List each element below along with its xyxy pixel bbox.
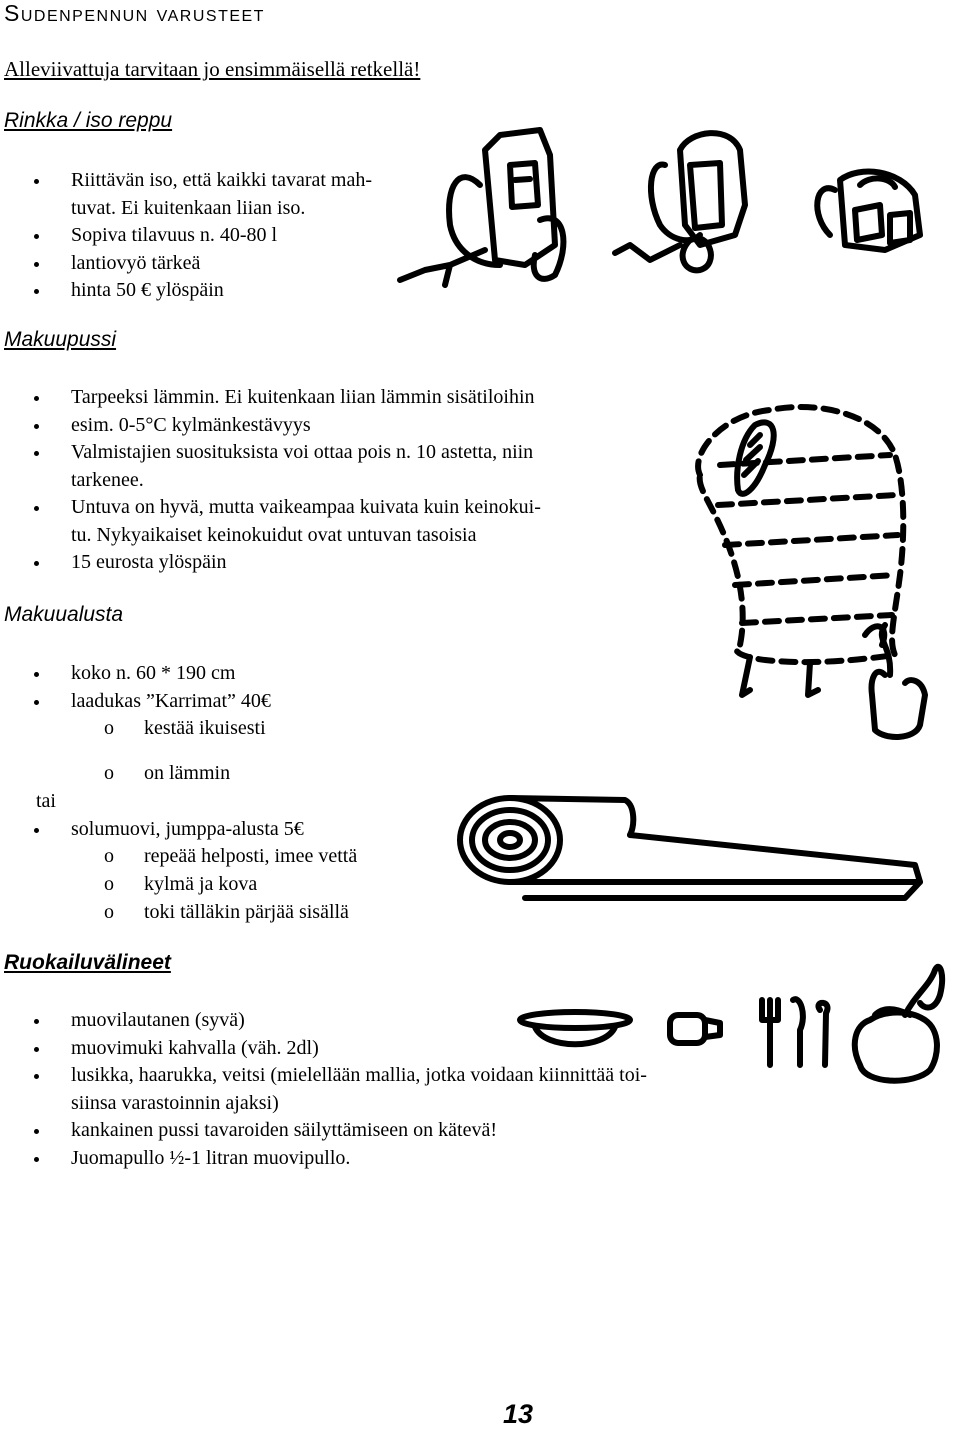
sub-marker: o bbox=[104, 845, 114, 867]
sleeping-mat-illustration bbox=[450, 790, 930, 905]
list-item: 15 eurosta ylöspäin bbox=[0, 549, 541, 577]
list-makuupussi bbox=[0, 384, 541, 577]
heading-rinkka: Rinkka / iso reppu bbox=[4, 109, 173, 132]
sub-item bbox=[104, 870, 257, 898]
eating-utensils-illustration bbox=[515, 955, 950, 1105]
list-item: koko n. 60 * 190 cm bbox=[0, 660, 271, 688]
list-rinkka bbox=[0, 167, 372, 305]
backpack-illustrations bbox=[390, 125, 950, 305]
list-makuualusta bbox=[0, 660, 271, 715]
list-item: kankainen pussi tavaroiden säilyttämiseen on kätevä! bbox=[0, 1117, 647, 1145]
sub-item-text: kylmä ja kova bbox=[144, 873, 258, 895]
sleeping-bag-illustration bbox=[660, 395, 950, 750]
sub-item bbox=[104, 898, 349, 926]
list-item: Untuva on hyvä, mutta vaikeampaa kuivata kuin keinokui- bbox=[0, 494, 541, 522]
sub-item-text: on lämmin bbox=[144, 762, 231, 784]
list-item: hinta 50 € ylöspäin bbox=[0, 277, 372, 305]
list-item: lusikka, haarukka, veitsi (mielellään mallia, jotka voidaan kiinnittää toi- bbox=[0, 1062, 647, 1090]
page-number: 13 bbox=[503, 1399, 534, 1429]
sub-item bbox=[104, 842, 357, 870]
sub-marker: o bbox=[104, 873, 114, 895]
sub-marker: o bbox=[104, 901, 114, 923]
heading-makuualusta: Makuualusta bbox=[4, 603, 124, 626]
list-item: laadukas ”Karrimat” 40€ bbox=[0, 688, 271, 716]
list-item: Valmistajien suosituksista voi ottaa pois n. 10 astetta, niin bbox=[0, 439, 541, 467]
sub-item bbox=[104, 714, 266, 742]
sub-item-text: kestää ikuisesti bbox=[144, 717, 266, 739]
list-makuualusta-2 bbox=[0, 816, 304, 844]
list-item: esim. 0-5°C kylmänkestävyys bbox=[0, 412, 541, 440]
list-item: lantiovyö tärkeä bbox=[0, 250, 372, 278]
list-item: solumuovi, jumppa-alusta 5€ bbox=[0, 816, 304, 844]
list-item-continuation: tarkenee. bbox=[71, 468, 144, 491]
list-item-continuation: siinsa varastoinnin ajaksi) bbox=[71, 1091, 279, 1114]
sub-item-text: toki tälläkin pärjää sisällä bbox=[144, 901, 349, 923]
list-item: muovilautanen (syvä) bbox=[0, 1007, 647, 1035]
page-title: Sudenpennun varusteet bbox=[4, 0, 265, 26]
list-item: Juomapullo ½-1 litran muovipullo. bbox=[0, 1145, 647, 1173]
list-item: Riittävän iso, että kaikki tavarat mah- bbox=[0, 167, 372, 195]
list-item-continuation: tu. Nykyaikaiset keinokuidut ovat untuvan tasoisia bbox=[71, 523, 477, 546]
or-text: tai bbox=[36, 790, 56, 812]
heading-makuupussi: Makuupussi bbox=[4, 328, 117, 351]
intro-note: Alleviivattuja tarvitaan jo ensimmäisellä retkellä! bbox=[4, 57, 421, 81]
sub-item-text: repeää helposti, imee vettä bbox=[144, 845, 358, 867]
sub-item bbox=[104, 759, 230, 787]
sub-marker: o bbox=[104, 762, 114, 784]
list-item: Tarpeeksi lämmin. Ei kuitenkaan liian lämmin sisätiloihin bbox=[0, 384, 541, 412]
list-item: muovimuki kahvalla (väh. 2dl) bbox=[0, 1035, 647, 1063]
list-item-continuation: tuvat. Ei kuitenkaan liian iso. bbox=[71, 196, 306, 219]
heading-ruokailu: Ruokailuvälineet bbox=[4, 951, 171, 974]
sub-marker: o bbox=[104, 717, 114, 739]
list-item: Sopiva tilavuus n. 40-80 l bbox=[0, 222, 372, 250]
